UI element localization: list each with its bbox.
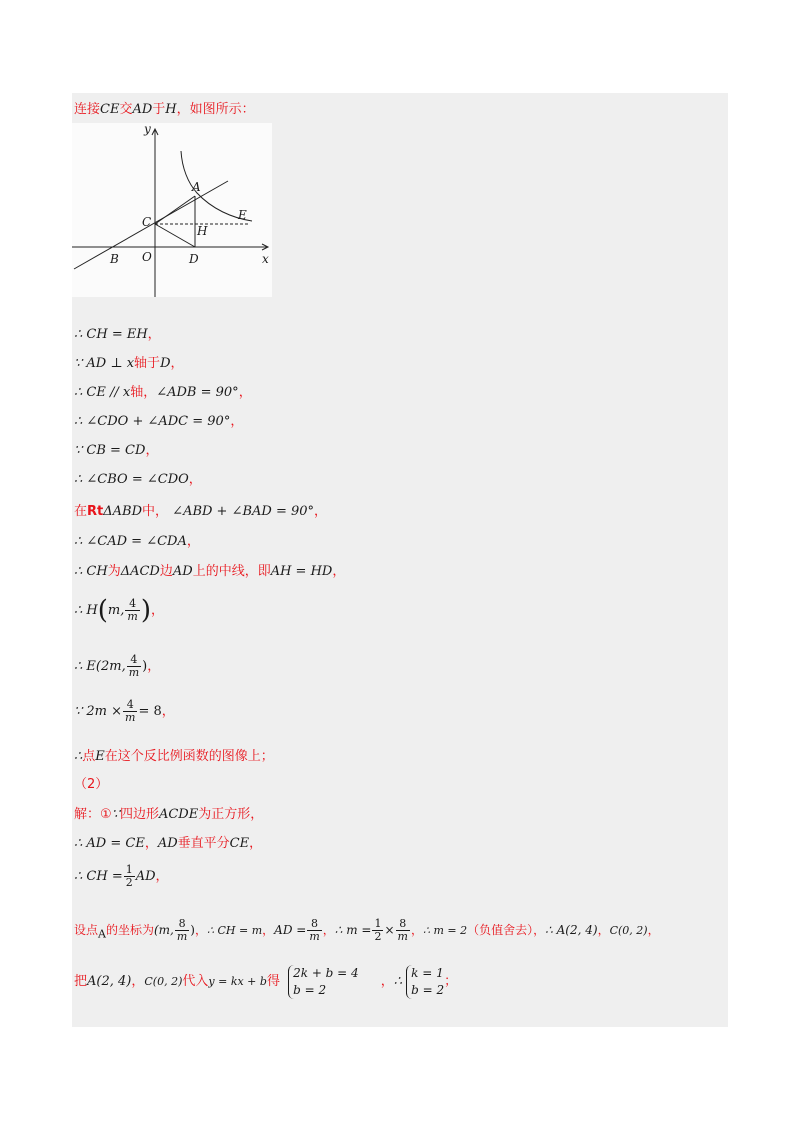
punct: ， (194, 923, 207, 937)
denominator: m (128, 666, 140, 679)
red-text: （2） (74, 777, 109, 792)
math-expr: ∵ AD ⊥ x (74, 356, 135, 371)
numerator: 4 (127, 654, 141, 667)
punct: ； (444, 974, 458, 989)
math-expr: AD (172, 564, 193, 579)
punct: ， (380, 974, 394, 989)
proof-line (74, 384, 252, 402)
punct: ， (170, 356, 184, 371)
point-h: H (165, 102, 177, 117)
math-expr: ∴ m = 2 (423, 924, 468, 937)
punct: ， (647, 923, 660, 937)
math-expr: ) (142, 659, 148, 674)
intro-text: 交 (119, 102, 133, 117)
proof-line (74, 915, 660, 949)
denominator: m (397, 930, 408, 943)
segment-cd-line (155, 224, 195, 247)
punct: ， (144, 836, 158, 851)
numerator: 8 (175, 918, 189, 931)
label-b: B (110, 252, 119, 266)
math-expr: ∠ABD + ∠BAD = 90° (172, 504, 315, 519)
math-expr: C(0, 2) (144, 975, 183, 988)
math-expr: ∴ H (74, 603, 98, 618)
equation: b = 2 (411, 982, 445, 997)
math-expr: ∴ A(2, 4) (545, 923, 598, 937)
numerator: 4 (123, 699, 137, 712)
proof-line (74, 533, 200, 551)
intro-text: 连接 (74, 102, 101, 117)
intro-text: ，如图所示： (176, 102, 255, 117)
red-text: 轴， (130, 385, 157, 400)
red-text: 把 (74, 974, 88, 989)
label-c: C (142, 215, 152, 229)
part-label (74, 776, 108, 794)
equation: b = 2 (293, 982, 327, 997)
math-expr: D (160, 356, 171, 371)
segment-ad: AD (132, 102, 153, 117)
punct: ， (238, 385, 252, 400)
math-expr: (m, (153, 923, 174, 937)
red-text: 代入 (182, 974, 209, 989)
coordinate-diagram (72, 123, 272, 297)
proof-line (74, 355, 184, 373)
label-y: y (144, 123, 151, 136)
math-expr: C(0, 2) (609, 924, 648, 937)
punct: ， (230, 414, 244, 429)
proof-line (74, 748, 274, 766)
math-expr: A(2, 4) (87, 974, 132, 989)
red-text: 轴于 (134, 356, 161, 371)
geometry-figure (72, 123, 272, 297)
math-expr: ∴ ∠CBO = ∠CDO (74, 472, 189, 487)
punct: ， (150, 603, 164, 618)
red-text: 设点 (74, 923, 99, 937)
math-expr: ∴ (393, 974, 402, 989)
math-expr: ACDE (158, 807, 199, 822)
math-expr: ∵ (111, 807, 120, 822)
label-x: x (262, 252, 269, 266)
punct: ， (533, 923, 546, 937)
proof-line (74, 442, 158, 460)
fraction (307, 918, 321, 943)
punct: ， (332, 564, 346, 579)
numerator: 8 (307, 918, 321, 931)
punct: ， (322, 923, 335, 937)
punct: ， (597, 923, 610, 937)
proof-line (74, 471, 202, 489)
math-expr: AD = (274, 923, 307, 937)
math-expr: × (384, 923, 395, 937)
math-expr: ∴ ∠CDO + ∠ADC = 90° (74, 414, 231, 429)
equation-system (288, 965, 359, 999)
math-expr: ∴ E(2m, (74, 659, 126, 674)
red-text: （负值舍去） (467, 923, 534, 937)
red-text: 上的中线，即 (192, 564, 271, 579)
numerator: 1 (374, 917, 382, 930)
intro-text: 于 (152, 102, 166, 117)
fraction (396, 918, 410, 943)
numerator: 1 (125, 863, 133, 876)
math-expr: AD (135, 869, 156, 884)
punct: ， (147, 659, 161, 674)
fraction (372, 918, 383, 943)
proof-line (74, 806, 263, 824)
math-expr: ∴ (74, 749, 83, 764)
subscript-a: A (98, 927, 106, 941)
solution-system (406, 965, 444, 999)
denominator: m (309, 930, 320, 943)
fraction (125, 598, 139, 623)
denominator: 2 (125, 876, 133, 889)
math-expr: CE (229, 836, 250, 851)
label-h: H (197, 224, 208, 238)
label-a: A (192, 180, 201, 194)
label-e: E (238, 208, 247, 222)
proof-line (74, 652, 160, 682)
red-text: 的坐标为 (105, 923, 154, 937)
punct: ， (186, 534, 200, 549)
math-expr: ΔACD (120, 564, 160, 579)
punct: ， (161, 704, 175, 719)
math-expr: ) (190, 923, 195, 937)
math-expr: m, (107, 603, 125, 618)
red-text: 在这个反比例函数的图像上； (104, 749, 274, 764)
math-expr: ∴ m = (334, 923, 372, 937)
math-expr: ∴ ∠CAD = ∠CDA (74, 534, 187, 549)
math-expr: y = kx + b (208, 975, 267, 988)
red-text: 边 (159, 564, 173, 579)
math-expr: AH = HD (270, 564, 333, 579)
math-expr: ∠ADB = 90° (156, 385, 239, 400)
fraction (124, 864, 135, 889)
math-expr: ∴ CH = (74, 869, 123, 884)
red-text: Rt (87, 504, 104, 519)
red-text: 垂直平分 (177, 836, 230, 851)
denominator: m (127, 610, 138, 623)
proof-line (74, 326, 161, 344)
fraction (175, 918, 189, 943)
red-text: 解：① (74, 807, 112, 822)
math-expr: = 8 (138, 704, 162, 719)
math-expr: AD (157, 836, 178, 851)
red-text: 得 (266, 974, 280, 989)
math-expr: ∵ CB = CD (74, 443, 146, 458)
proof-line (74, 563, 345, 581)
red-text: 点 (82, 749, 96, 764)
punct: ， (410, 923, 423, 937)
math-expr: ΔABD (103, 504, 143, 519)
punct: ， (262, 923, 275, 937)
red-text: 为 (107, 564, 121, 579)
segment-ca-line (155, 196, 195, 224)
math-expr: ∴ CH = m (207, 924, 263, 937)
punct: ， (145, 443, 159, 458)
denominator: 2 (374, 930, 382, 943)
denominator: m (125, 711, 136, 724)
red-text: 四边形 (119, 807, 159, 822)
punct: ， (147, 327, 161, 342)
punct: ， (155, 869, 169, 884)
equation: 2k + b = 4 (293, 965, 359, 980)
red-text: 中， (142, 504, 169, 519)
math-expr: ∴ CH (74, 564, 108, 579)
math-expr: ∴ AD = CE (74, 836, 145, 851)
equation: k = 1 (411, 965, 444, 980)
math-expr: ∴ CH = EH (74, 327, 148, 342)
math-expr: ∵ 2m × (74, 704, 123, 719)
proof-line (74, 835, 262, 853)
punct: ， (249, 836, 263, 851)
red-text: 在 (74, 504, 88, 519)
math-expr: ∴ CE // x (74, 385, 131, 400)
red-text: 为正方形， (198, 807, 264, 822)
math-expr: E (95, 749, 105, 764)
proof-line (74, 862, 169, 892)
proof-line (74, 962, 457, 1002)
numerator: 4 (125, 598, 139, 611)
paren-close: ) (140, 595, 151, 626)
numerator: 8 (396, 918, 410, 931)
punct: ， (314, 504, 328, 519)
punct: ， (188, 472, 202, 487)
label-o: O (142, 250, 152, 264)
proof-line (74, 413, 243, 431)
intro-line (74, 101, 255, 119)
denominator: m (176, 930, 188, 943)
label-d: D (189, 252, 199, 266)
paren-open: ( (97, 595, 108, 626)
punct: ， (131, 974, 145, 989)
proof-line (74, 697, 175, 727)
proof-line (74, 503, 327, 521)
segment-ce: CE (100, 102, 120, 117)
proof-line (74, 596, 164, 626)
fraction (123, 699, 137, 724)
fraction (127, 654, 141, 679)
